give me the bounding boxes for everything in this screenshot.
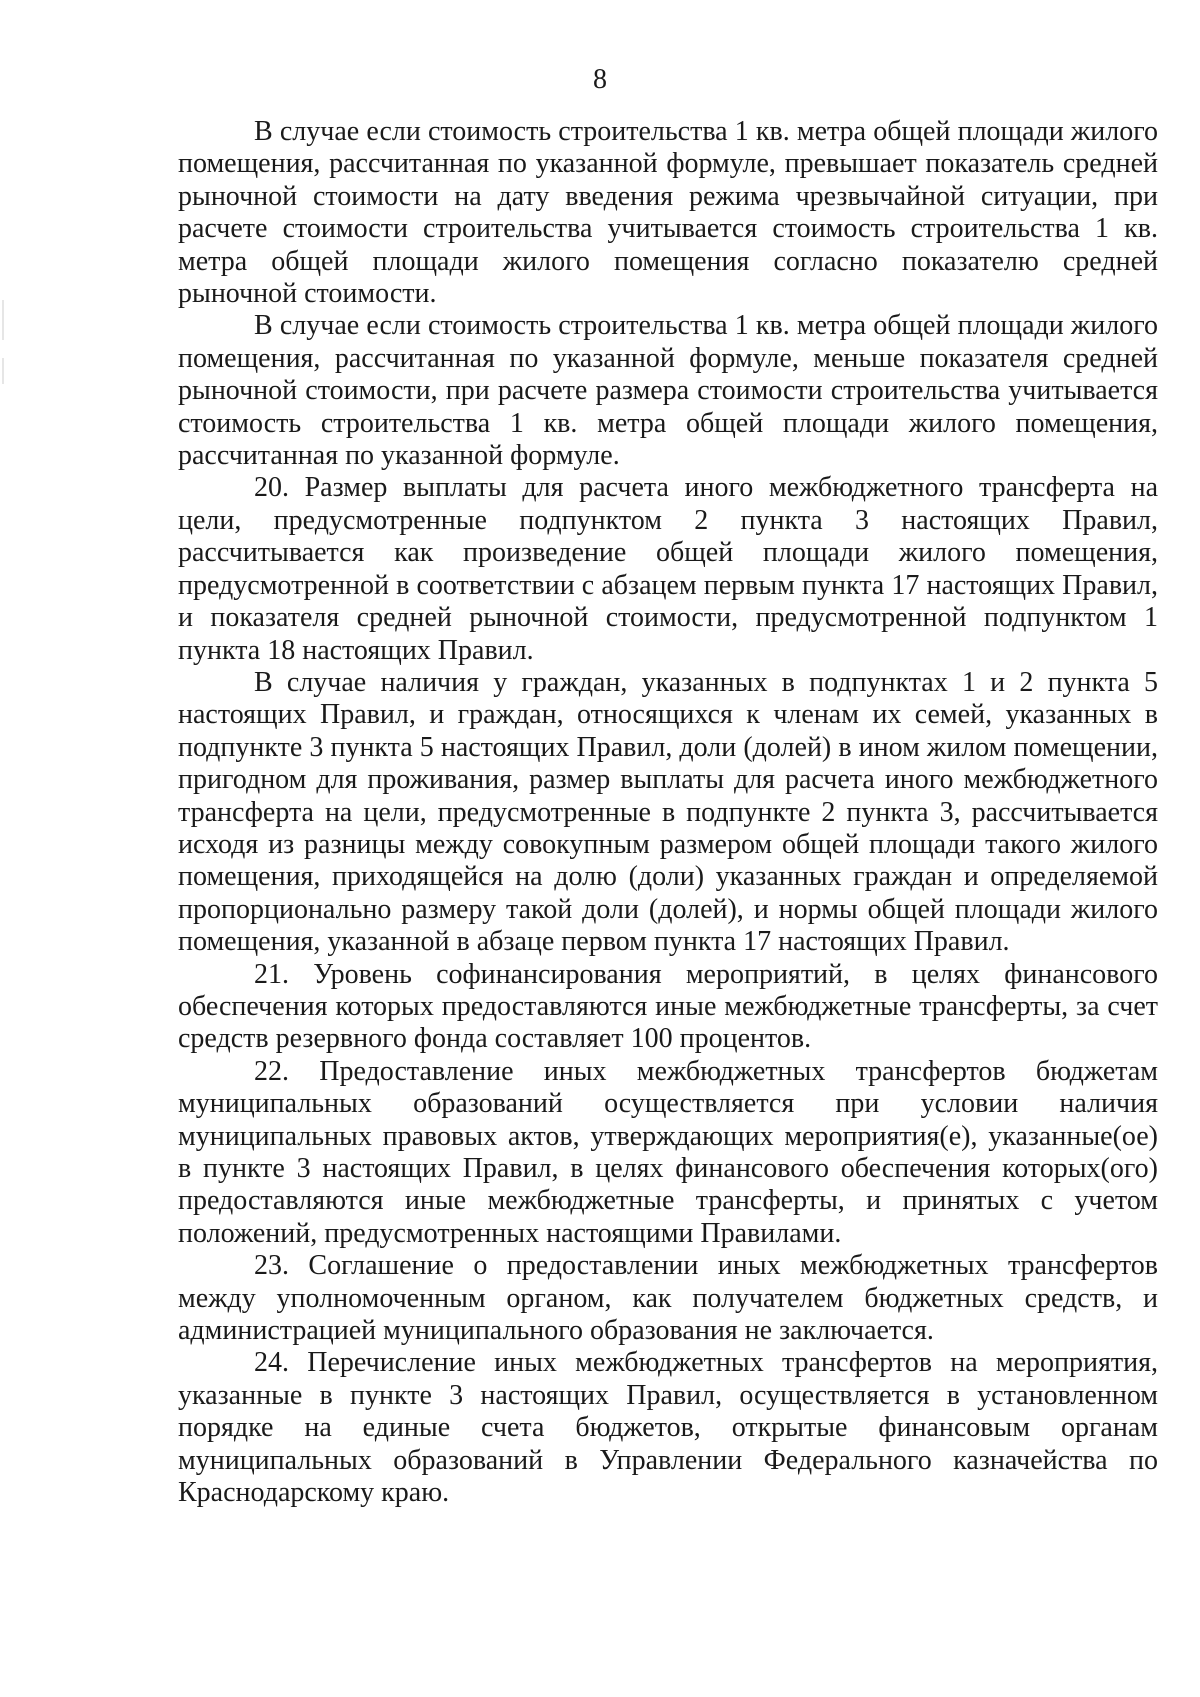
paragraph: В случае если стоимость строительства 1 кв. метра общей площади жилого помещения, рассчитанная по указанной формуле, превышает показатель средней рыночной стоимости на дату введения режима чрезвычайной ситуации, при расчете стоимости строительства учитывается стоимость строительства 1 кв. метра общей площади жилого помещения согласно показателю средней рыночной стоимости. xyxy=(178,116,1158,310)
document-body xyxy=(178,116,1158,1509)
paragraph-item-21: 21. Уровень софинансирования мероприятий, в целях финансового обеспечения которых предоставляются иные межбюджетные трансферты, за счет средств резервного фонда составляет 100 процентов. xyxy=(178,958,1158,1055)
page-number: 8 xyxy=(593,64,607,95)
paragraph: В случае наличия у граждан, указанных в подпунктах 1 и 2 пункта 5 настоящих Правил, и граждан, относящихся к членам их семей, указанных в подпункте 3 пункта 5 настоящих Правил, доли (долей) в ином жилом помещении, пригодном для проживания, размер выплаты для расчета иного межбюджетного трансферта на цели, предусмотренные в подпункте 2 пункта 3, рассчитывается исходя из разницы между совокупным размером общей площади такого жилого помещения, приходящейся на долю (доли) указанных граждан и определяемой пропорционально размеру такой доли (долей), и нормы общей площади жилого помещения, указанной в абзаце первом пункта 17 настоящих Правил. xyxy=(178,666,1158,958)
paragraph-item-24: 24. Перечисление иных межбюджетных трансфертов на мероприятия, указанные в пункте 3 настоящих Правил, осуществляется в установленном порядке на единые счета бюджетов, открытые финансовым органам муниципальных образований в Управлении Федерального казначейства по Краснодарскому краю. xyxy=(178,1347,1158,1509)
scan-edge-mark xyxy=(2,358,4,384)
scan-edge-mark xyxy=(2,300,4,340)
paragraph: В случае если стоимость строительства 1 кв. метра общей площади жилого помещения, рассчитанная по указанной формуле, меньше показателя средней рыночной стоимости, при расчете размера стоимости строительства учитывается стоимость строительства 1 кв. метра общей площади жилого помещения, рассчитанная по указанной формуле. xyxy=(178,310,1158,472)
paragraph-item-22: 22. Предоставление иных межбюджетных трансфертов бюджетам муниципальных образований осуществляется при условии наличия муниципальных правовых актов, утверждающих мероприятия(е), указанные(ое) в пункте 3 настоящих Правил, в целях финансового обеспечения которых(ого) предоставляются иные межбюджетные трансферты, и принятых с учетом положений, предусмотренных настоящими Правилами. xyxy=(178,1055,1158,1249)
paragraph-item-20: 20. Размер выплаты для расчета иного межбюджетного трансферта на цели, предусмотренные подпунктом 2 пункта 3 настоящих Правил, рассчитывается как произведение общей площади жилого помещения, предусмотренной в соответствии с абзацем первым пункта 17 настоящих Правил, и показателя средней рыночной стоимости, предусмотренной подпунктом 1 пункта 18 настоящих Правил. xyxy=(178,472,1158,666)
paragraph-item-23: 23. Соглашение о предоставлении иных межбюджетных трансфертов между уполномоченным органом, как получателем бюджетных средств, и администрацией муниципального образования не заключается. xyxy=(178,1250,1158,1347)
